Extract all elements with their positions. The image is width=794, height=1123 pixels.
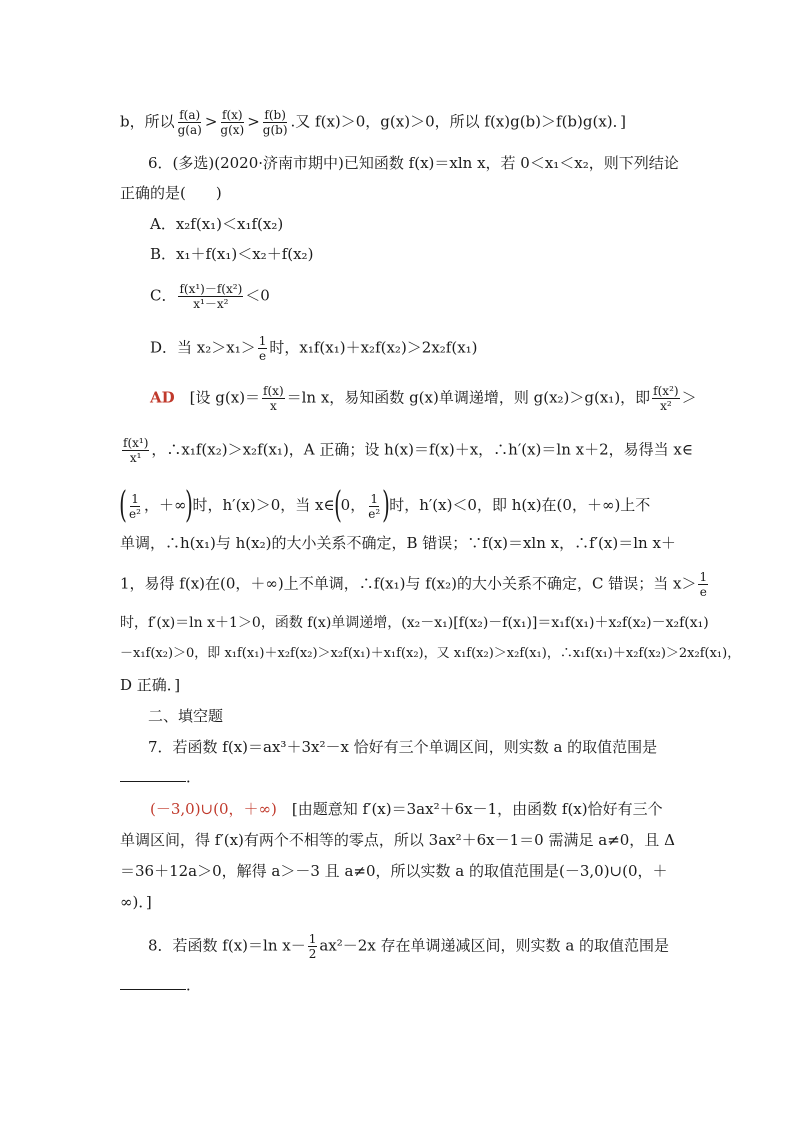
sol6-line-3: ( $\frac{1}{\text{e²}}$ ，＋∞)时，h′(x)＞0，当 x∈(0， $\frac{1}{\text{e²}}$ )时，h′(x)＜0，即 h(x)在(0，＋∞)上不 [119, 485, 651, 526]
fraction: $\frac{\text{f(x¹)}}{\text{x¹}}$ [123, 436, 149, 465]
sol6-line-1: AD [设 g(x)＝ $\frac{f(x)}{x}$ ＝ln x，易知函数 g(x)单调递增，则 g(x₂)＞g(x₁)，即 $\frac{\text{f(x²)}}{\text{x²}}$ ＞ [150, 384, 697, 413]
sol6-line-5: 1，易得 f(x)在(0，＋∞)上不单调，∴f(x₁)与 f(x₂)的大小关系不确定，C 错误；当 x＞ $\frac{1}{e}$ [120, 570, 708, 599]
q7-line-1: 7．若函数 f(x)＝ax³＋3x²－x 恰好有三个单调区间，则实数 a 的取值范围是 [148, 738, 658, 756]
fraction: $\frac{f(b)}{g(b)}$ [262, 108, 288, 137]
fraction: $\frac{\text{f(x¹)－f(x²)}}{\text{x¹－x²}}$ [179, 282, 243, 311]
q6-option-b: B．x₁＋f(x₁)＜x₂＋f(x₂) [150, 245, 314, 263]
fraction: $\frac{f(x)}{g(x)}$ [220, 108, 245, 137]
fraction: $\frac{1}{\text{e²}}$ [368, 491, 381, 521]
q8-line-2: ． [120, 975, 201, 995]
q8-line-1: 8．若函数 f(x)＝ln x－ $\frac{1}{2}$ ax²－2x 存在单调递减区间，则实数 a 的取值范围是 [148, 932, 670, 961]
section-title: 二、填空题 [148, 707, 224, 725]
q7-line-2: ． [120, 767, 201, 787]
sol7-line-2: 单调区间，得 f′(x)有两个不相等的零点，所以 3ax²＋6x－1＝0 需满足 a≠0，且 Δ [120, 831, 675, 849]
sol6-line-4: 单调，∴h(x₁)与 h(x₂)的大小关系不确定，B 错误；∵f(x)＝xln x，∴f′(x)＝ln x＋ [120, 534, 676, 552]
answer-blank [120, 767, 186, 782]
sol7-line-3: ＝36＋12a＞0，解得 a＞－3 且 a≠0，所以实数 a 的取值范围是(－3,0)∪(0，＋ [120, 862, 668, 880]
q6-option-c: C． $\frac{\text{f(x¹)－f(x²)}}{\text{x¹－x²}}$ ＜0 [150, 282, 270, 311]
fraction: $\frac{f(a)}{g(a)}$ [177, 108, 202, 137]
answer-blank [120, 975, 186, 990]
fraction: $\frac{\text{f(x²)}}{\text{x²}}$ [653, 384, 679, 413]
q6-option-a: A．x₂f(x₁)＜x₁f(x₂) [150, 215, 284, 233]
sol6-line-2: $\frac{\text{f(x¹)}}{\text{x¹}}$ ，∴x₁f(x₂)＞x₂f(x₁)，A 正确；设 h(x)＝f(x)＋x，∴h′(x)＝ln x＋2，易得当 x∈ [123, 436, 693, 465]
fraction: $\frac{1}{\text{e²}}$ [129, 491, 141, 521]
q6-line-2: 正确的是( ) [120, 184, 222, 202]
fraction: $\frac{f(x)}{x}$ [263, 384, 284, 413]
fraction: $\frac{1}{2}$ [308, 932, 317, 961]
sol7-line-4: ∞)．] [120, 893, 152, 911]
sol6-line-7: －x₁f(x₂)＞0，即 x₁f(x₁)＋x₂f(x₂)＞x₂f(x₁)＋x₁f(x₂)，又 x₁f(x₂)＞x₂f(x₁)，∴x₁f(x₁)＋x₂f(x₂)＞2x₂f(x₁)， [120, 646, 741, 661]
fraction: $\frac{1}{e}$ [258, 334, 267, 363]
sol7-line-1: (－3,0)∪(0，＋∞) [由题意知 f′(x)＝3ax²＋6x－1，由函数 f(x)恰好有三个 [150, 800, 663, 818]
answer: AD [150, 388, 175, 407]
line-1: b，所以 $\frac{f(a)}{g(a)}$ > $\frac{f(x)}{g(x)}$ > $\frac{f(b)}{g(b)}$ .又 f(x)＞0，g(x)＞0，所以 f(x)g(b)＞f(b)g(x)．] [120, 108, 626, 137]
text: .又 f(x)＞0，g(x)＞0，所以 f(x)g(b)＞f(b)g(x)．] [290, 112, 626, 131]
q6-option-d: D．当 x₂＞x₁＞ $\frac{1}{e}$ 时，x₁f(x₁)＋x₂f(x₂)＞2x₂f(x₁) [150, 334, 478, 363]
fraction: $\frac{1}{e}$ [699, 570, 708, 599]
answer: (－3,0)∪(0，＋∞) [150, 800, 277, 818]
text: b，所以 [120, 112, 175, 131]
sol6-line-6: 时，f′(x)＝ln x＋1＞0，函数 f(x)单调递增，(x₂－x₁)[f(x₂)－f(x₁)]＝x₁f(x₁)＋x₂f(x₂)－x₂f(x₁) [120, 615, 709, 631]
sol6-line-8: D 正确．] [120, 676, 181, 694]
q6-line-1: 6．(多选)(2020·济南市期中)已知函数 f(x)＝xln x，若 0＜x₁＜x₂，则下列结论 [148, 154, 679, 172]
